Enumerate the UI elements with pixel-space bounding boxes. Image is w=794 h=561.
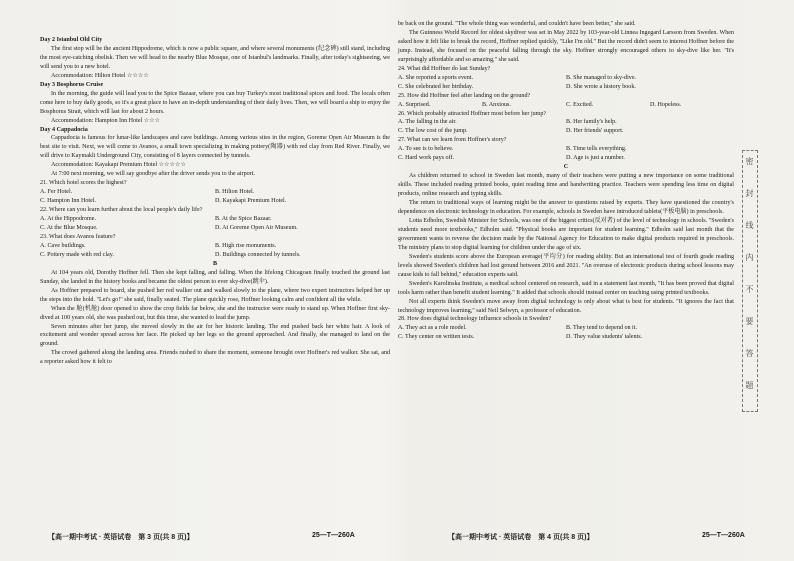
day3-accommodation: Accommodation: Hampton Inn Hotel ☆☆☆: [51, 117, 161, 124]
question-22: 22. Where can you learn further about the local people's daily life?: [40, 207, 203, 214]
question-21: 21. Which hotel scores the highest?: [40, 180, 127, 187]
option[interactable]: A. Surprised.: [398, 101, 431, 108]
day4-accommodation: Accommodation: Kayakapi Premium Hotel ☆☆☆☆☆: [51, 162, 186, 169]
passage-c-paragraph: Not all experts think Sweden's move away from digital technology is only about what is best for students. "It ignores the fact that technology improves learning," said Neil Selwyn, a professor of education.: [398, 298, 734, 314]
option[interactable]: A. She reported a sports event.: [398, 74, 473, 81]
question-28: 28. How does digital technology influence schools in Sweden?: [398, 316, 552, 323]
day4-title: Day 4 Cappadocia: [40, 126, 88, 133]
passage-c-paragraph: As children returned to school in Sweden last month, many of their teachers were putting a new importance on some traditional skills. These included reading printed books, quiet reading time and handwriting practice. Teachers were spending less time on digital products, online research and typing skills.: [398, 173, 734, 198]
day3-text: In the morning, the guide will lead you to the Spice Bazaar, where you can buy Turkey's most traditional spices and food. The locals often come here to buy daily goods, so it's a great place to have an in-depth understanding of their daily lives. Then, we will board a ship to enjoy the Bosphorus Strait, which will last for about 2 hours.: [40, 90, 390, 115]
passage-b-paragraph: At 104 years old, Dorothy Hoffner fell. Then she kept falling, and falling. When the lifelong Chicagoan finally touched the ground last Sunday, she landed in the history books and became the oldest person to ever sky-dive(跳伞).: [40, 269, 390, 285]
option[interactable]: C. At the Blue Mosque.: [40, 225, 98, 232]
day2-title: Day 2 Istanbul Old City: [40, 37, 103, 43]
option[interactable]: A. Fer Hotel.: [40, 189, 73, 196]
question-23-options: [40, 242, 390, 260]
option[interactable]: B. High rise monuments.: [215, 242, 277, 249]
section-c-heading: C: [563, 164, 569, 171]
question-27-options: [398, 145, 734, 163]
question-28-options: [398, 324, 734, 342]
option[interactable]: D. Hopeless.: [650, 101, 682, 108]
option[interactable]: C. Hampton Inn Hotel.: [40, 198, 97, 205]
passage-b-paragraph: The crowd gathered along the landing area. Friends rushed to share the moment, someone brought over Hoffner's red walker. She sat, and a reporter asked how it felt to: [40, 350, 390, 366]
option[interactable]: B. They tend to depend on it.: [566, 325, 637, 332]
passage-c-paragraph: Sweden's Karolinska Institute, a medical school centered on research, said in a statement last month, "It has been proved that digital tools harm rather than benefit student learning." It added that schools should instead center on teaching using printed textbooks.: [398, 280, 734, 296]
passage-c-paragraph: Lotta Edholm, Swedish Minister for Schools, was one of the biggest critics(反对者) of the level of technology in schools. "Sweden's students need more textbooks," Edholm said. "Physical books are important for student learning." Edholm said last month that the government wants to reverse the decision made by the National Agency for Education to make digital products required in preschools. The ministry plans to stop digital learning for children under the age of six.: [398, 217, 734, 251]
section-b-heading: B: [212, 260, 218, 267]
passage-b-paragraph: be back on the ground. "The whole thing was wonderful, and couldn't have been better," she said.: [398, 21, 636, 27]
option[interactable]: D. Buildings connected by tunnels.: [215, 251, 301, 258]
option[interactable]: B. Hilton Hotel.: [215, 189, 255, 196]
option[interactable]: D. At Goreme Open Air Museum.: [215, 225, 298, 232]
passage-c-paragraph: Sweden's students score above the European average(平均分) for reading ability. But an international test of fourth grade reading levels showed Sweden's children had lost ground between 2016 and 2021. "An overuse of electronic products during school lessons may cause kids to fall behind," education experts said.: [398, 253, 734, 278]
option[interactable]: B. Her family's help.: [566, 119, 617, 126]
option[interactable]: A. To see is to believe.: [398, 146, 454, 153]
option[interactable]: A. The falling in the air.: [398, 119, 457, 126]
question-24-options: [398, 74, 734, 92]
option[interactable]: B. Time tells everything.: [566, 146, 627, 153]
seal-char: 题: [745, 381, 754, 390]
question-25: 25. How did Hoffner feel after landing on the ground?: [398, 92, 531, 99]
day2-accommodation: Accommodation: Hilton Hotel ☆☆☆☆: [51, 72, 149, 79]
option[interactable]: A. They act as a role model.: [398, 325, 467, 332]
question-26-options: [398, 118, 734, 136]
option[interactable]: D. She wrote a history book.: [566, 83, 636, 90]
day3-title: Day 3 Bosphorus Cruise: [40, 81, 104, 88]
question-21-options: [40, 188, 390, 206]
seal-char: 密: [745, 157, 754, 166]
seal-char: 要: [745, 317, 754, 326]
option[interactable]: D. Age is just a number.: [566, 155, 625, 162]
passage-b-paragraph: Seven minutes after her jump, she moved slowly in the air for her historic landing. The end pushed back her white hair. A look of excitement and wonder spread across her face. He picked up her legs so the ground approached. And finally, she managed to land on the ground.: [40, 323, 390, 348]
option[interactable]: C. Pottery made with red clay.: [40, 251, 114, 258]
question-26: 26. Which probably attracted Hoffner most before her jump?: [398, 110, 547, 117]
day2-text: The first stop will be the ancient Hippodrome, which is now a public square, and where several monuments (纪念碑) still stand, including the most eye-catching obelisk. Then we will head to the nearby Blue Mosque, one of Istanbul's landmarks. Finally, after today's sightseeing, we will send you to a new hotel.: [40, 45, 390, 70]
seal-char: 线: [745, 221, 754, 230]
option[interactable]: B. She managed to sky-dive.: [566, 74, 637, 81]
option[interactable]: C. They center on written tests.: [398, 334, 475, 341]
footer-right-code: 25—T—260A: [702, 532, 745, 539]
passage-b-paragraph: The Guinness World Record for oldest skydiver was set in May 2022 by 103-year-old Linnea Ingegard Larsson from Sweden. When asked how it felt like to break the record, Hoffner replied quickly, "Like I'm old." But the record didn't seem to interest Hoffner before the jump. Instead, she focused on the peaceful falling through the sky. Hoffner strongly encouraged others to sky-dive like her. "It's surprisingly affordable and so amazing," she said.: [398, 29, 735, 63]
seal-char: 不: [745, 285, 754, 294]
seal-char: 答: [745, 349, 754, 358]
passage-b-paragraph: As Hoffner prepared to board, she pushed her red walker out and walked slowly to the plane, where two expert instructors helped her up the steps into the hold. "Let's go!" she said, finally seated. The plane quickly rose, Hoffner looking calm and confident all the while.: [40, 287, 390, 303]
option[interactable]: D. Kayakapi Premium Hotel.: [215, 198, 287, 205]
option[interactable]: B. At the Spice Bazaar.: [215, 216, 272, 223]
option[interactable]: D. Her friends' support.: [566, 128, 624, 135]
footer-left-code: 25—T—260A: [312, 532, 355, 539]
day4-text: Cappadocia is famous for lunar-like landscapes and cave buildings. Among various sites in the region, Goreme Open Air Museum is the best site to visit. Next, we will come to Avanos, a small town specializing in making pottery(陶器) with red clay from Red River. Finally, we will drive to Kaymakli Underground City, consisting of 8 layers connected by tunnels.: [40, 135, 390, 160]
option[interactable]: C. Hard work pays off.: [398, 155, 455, 162]
option[interactable]: C. The low cost of the jump.: [398, 128, 468, 135]
question-24: 24. What did Hoffner do last Sunday?: [398, 65, 491, 72]
passage-c-paragraph: The return to traditional ways of learning might be the answer to questions raised by experts. They have questioned the country's dependence on electronic technology in education. For example, schools in Sweden have introduced tablets(平板电脑) in preschools.: [398, 200, 734, 216]
seal-line-sidebar: [742, 150, 758, 412]
option[interactable]: C. Excited.: [566, 101, 594, 108]
question-22-options: [40, 215, 390, 233]
day4-ending: At 7:00 next morning, we will say goodbye after the driver sends you to the airport.: [51, 171, 255, 178]
question-23: 23. What does Avanos feature?: [40, 233, 116, 240]
footer-left-title: 【高一期中考试 · 英语试卷 第 3 页(共 8 页)】: [48, 534, 194, 541]
question-25-options: [398, 101, 734, 110]
right-column: [398, 20, 734, 342]
option[interactable]: B. Anxious.: [482, 101, 511, 108]
option[interactable]: A. At the Hippodrome.: [40, 216, 97, 223]
option[interactable]: C. She celebrated her birthday.: [398, 83, 474, 90]
seal-char: 封: [745, 189, 754, 198]
passage-b-paragraph: When the 舱(机舱) door opened to show the crop fields far below, she and the instructor were ready to stand up. When Hoffner first sky-dived at 100 years old, she was pushed out, but this time, she wanted to lead the jump.: [40, 305, 390, 321]
option[interactable]: A. Cave buildings.: [40, 242, 86, 249]
left-column: [40, 36, 390, 367]
footer-right-title: 【高一期中考试 · 英语试卷 第 4 页(共 8 页)】: [448, 534, 594, 541]
option[interactable]: D. They value students' talents.: [566, 334, 643, 341]
question-27: 27. What can we learn from Hoffner's story?: [398, 137, 507, 144]
seal-char: 内: [745, 253, 754, 262]
